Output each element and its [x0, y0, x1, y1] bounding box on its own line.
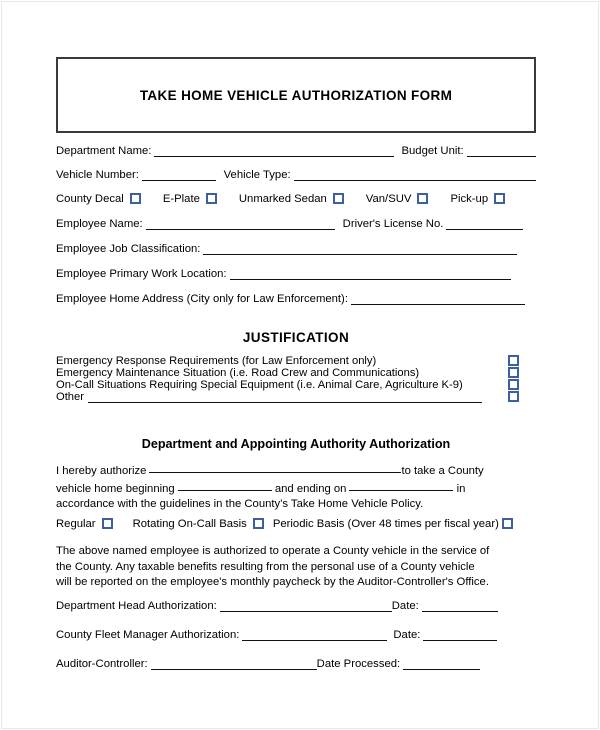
- in-label: in: [456, 482, 466, 495]
- justification-other-input[interactable]: [88, 393, 482, 403]
- checkbox-van-suv[interactable]: [417, 193, 428, 204]
- fleet-manager-signature-input[interactable]: [242, 630, 387, 641]
- notice-line-1: The above named employee is authorized to operate a County vehicle in the service of: [56, 545, 490, 557]
- option-unmarked-sedan-label: Unmarked Sedan: [238, 193, 327, 205]
- justification-heading: JUSTIFICATION: [242, 330, 350, 345]
- job-classification-label: Employee Job Classification:: [56, 243, 201, 255]
- end-date-input[interactable]: [349, 480, 453, 491]
- justification-item-emergency-response: [56, 355, 536, 367]
- option-pick-up[interactable]: [450, 193, 505, 205]
- fleet-manager-date-input[interactable]: [423, 630, 497, 641]
- department-name-input[interactable]: [154, 146, 393, 157]
- option-unmarked-sedan[interactable]: [239, 193, 344, 205]
- department-head-label: Department Head Authorization:: [56, 600, 217, 612]
- notice-line-3: will be reported on the employee's monthly paycheck by the Auditor-Controller's Office.: [56, 576, 489, 588]
- and-ending-on-label: and ending on: [274, 482, 347, 495]
- authorization-heading: Department and Appointing Authority Authorization: [141, 437, 451, 451]
- employee-name-input[interactable]: [146, 219, 335, 230]
- signature-row-auditor-controller: [56, 658, 536, 671]
- option-periodic-basis-label: Periodic Basis (Over 48 times per fiscal year): [272, 518, 499, 530]
- field-row-vehicle: [56, 169, 536, 182]
- justification-item-other: [56, 391, 536, 403]
- option-regular[interactable]: [56, 518, 113, 530]
- checkbox-emergency-response[interactable]: [508, 355, 519, 366]
- option-van-suv[interactable]: [366, 193, 429, 205]
- justification-item-emergency-maintenance-label: Emergency Maintenance Situation (i.e. Road Crew and Communications): [56, 367, 420, 379]
- vehicle-options-row: [56, 193, 536, 205]
- justification-list: [56, 355, 536, 403]
- department-name-label: Department Name:: [56, 145, 152, 157]
- option-e-plate-label: E-Plate: [162, 193, 200, 205]
- to-take-county-label: to take a County: [401, 465, 484, 477]
- date-processed-label: Date Processed:: [316, 658, 401, 670]
- vehicle-type-label: Vehicle Type:: [223, 169, 291, 181]
- field-row-home-address: [56, 293, 536, 306]
- option-rotating-on-call-label: Rotating On-Call Basis: [132, 518, 247, 530]
- auditor-controller-label: Auditor-Controller:: [56, 658, 148, 670]
- checkbox-emergency-maintenance[interactable]: [508, 367, 519, 378]
- field-row-work-location: [56, 268, 536, 281]
- hereby-authorize-label: I hereby authorize: [56, 465, 147, 477]
- fleet-manager-date-label: Date:: [393, 629, 421, 641]
- work-location-label: Employee Primary Work Location:: [56, 268, 227, 280]
- authorization-statement-line-2: [56, 480, 538, 498]
- checkbox-regular[interactable]: [102, 518, 113, 529]
- justification-item-on-call-equipment-label: On-Call Situations Requiring Special Equipment (i.e. Animal Care, Agriculture K-9): [56, 379, 463, 391]
- fleet-manager-label: County Fleet Manager Authorization:: [56, 629, 240, 641]
- form-title-box: [56, 57, 536, 133]
- checkbox-unmarked-sedan[interactable]: [333, 193, 344, 204]
- checkbox-periodic-basis[interactable]: [502, 518, 513, 529]
- begin-date-input[interactable]: [178, 480, 272, 491]
- signature-row-department-head: [56, 600, 536, 613]
- field-row-department-budget: [56, 145, 536, 158]
- field-row-job-classification: [56, 243, 536, 256]
- option-county-decal-label: County Decal: [56, 193, 124, 205]
- justification-item-on-call-equipment: [56, 379, 536, 391]
- auditor-controller-signature-input[interactable]: [151, 659, 317, 670]
- justification-item-emergency-maintenance: [56, 367, 536, 379]
- drivers-license-input[interactable]: [446, 219, 523, 230]
- option-e-plate[interactable]: [163, 193, 217, 205]
- checkbox-rotating-on-call[interactable]: [253, 518, 264, 529]
- field-row-employee-name: [56, 218, 536, 231]
- option-periodic-basis[interactable]: [273, 518, 513, 530]
- drivers-license-label: Driver's License No.: [342, 218, 444, 230]
- checkbox-pick-up[interactable]: [494, 193, 505, 204]
- justification-item-emergency-response-label: Emergency Response Requirements (for Law Enforcement only): [56, 355, 377, 367]
- budget-unit-input[interactable]: [467, 146, 536, 157]
- vehicle-type-input[interactable]: [294, 170, 536, 181]
- authorization-notice: [56, 544, 538, 591]
- checkbox-e-plate[interactable]: [206, 193, 217, 204]
- job-classification-input[interactable]: [203, 244, 517, 255]
- employee-name-label: Employee Name:: [56, 218, 143, 230]
- vehicle-number-input[interactable]: [142, 170, 216, 181]
- department-head-date-input[interactable]: [422, 601, 498, 612]
- option-van-suv-label: Van/SUV: [365, 193, 412, 205]
- signature-row-fleet-manager: [56, 629, 536, 642]
- justification-item-other-label: Other: [56, 391, 84, 403]
- department-head-signature-input[interactable]: [220, 601, 392, 612]
- authorization-statement: [56, 462, 538, 513]
- authorization-statement-line-3: accordance with the guidelines in the County's Take Home Vehicle Policy.: [56, 498, 424, 510]
- budget-unit-label: Budget Unit:: [401, 145, 464, 157]
- vehicle-home-beginning-label: vehicle home beginning: [56, 482, 175, 495]
- department-head-date-label: Date:: [391, 600, 419, 612]
- basis-options-row: [56, 518, 536, 530]
- option-regular-label: Regular: [56, 518, 96, 530]
- option-pick-up-label: Pick-up: [450, 193, 489, 205]
- option-rotating-on-call[interactable]: [133, 518, 264, 530]
- option-county-decal[interactable]: [56, 193, 141, 205]
- home-address-input[interactable]: [351, 294, 525, 305]
- date-processed-input[interactable]: [403, 659, 480, 670]
- checkbox-county-decal[interactable]: [130, 193, 141, 204]
- checkbox-on-call-equipment[interactable]: [508, 379, 519, 390]
- vehicle-number-label: Vehicle Number:: [56, 169, 139, 181]
- document-page: [1, 1, 599, 729]
- page-title: TAKE HOME VEHICLE AUTHORIZATION FORM: [139, 87, 453, 103]
- authorize-employee-input[interactable]: [149, 462, 401, 473]
- home-address-label: Employee Home Address (City only for Law Enforcement):: [56, 293, 348, 305]
- authorization-statement-line-1: [56, 462, 538, 480]
- notice-line-2: the County. Any taxable benefits resulting from the personal use of a County vehicle: [56, 560, 475, 573]
- work-location-input[interactable]: [230, 269, 511, 280]
- checkbox-other[interactable]: [508, 391, 519, 402]
